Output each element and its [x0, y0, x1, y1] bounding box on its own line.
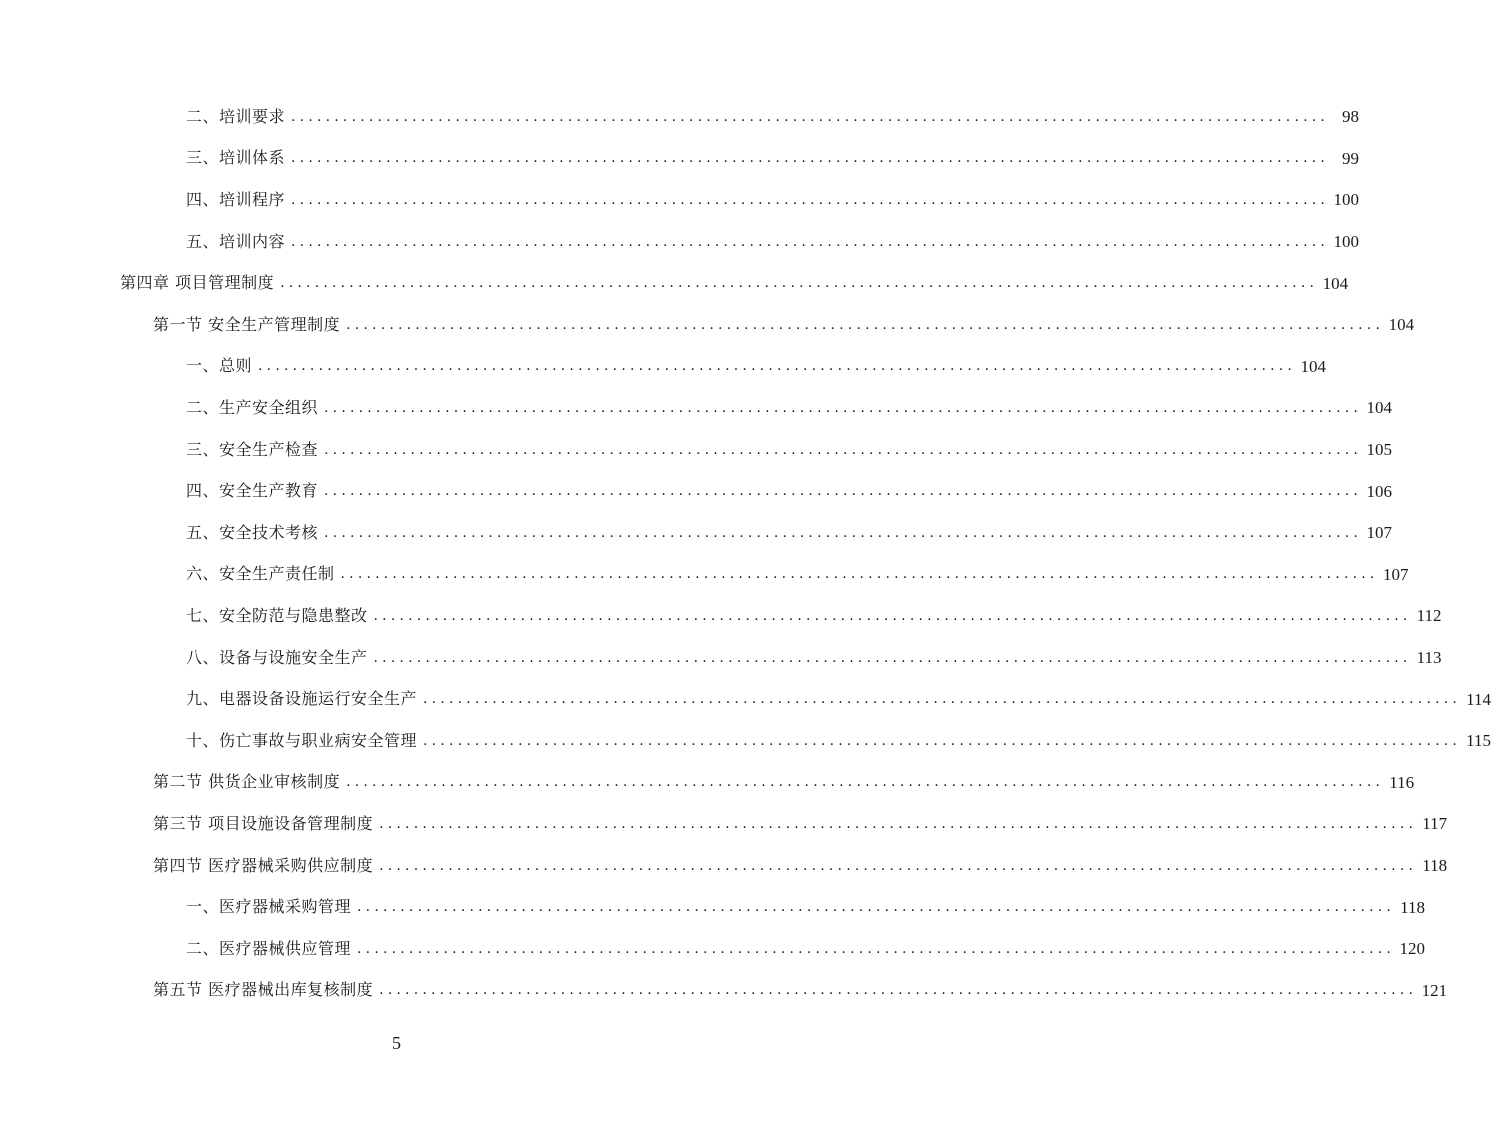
toc-entry-title: 四、培训程序	[186, 189, 286, 209]
toc-dot-leader: ........................................................................................................................	[291, 191, 1330, 208]
toc-entry-page: 118	[1422, 856, 1448, 876]
toc-entry-page: 98	[1342, 107, 1360, 127]
toc-entry[interactable]	[153, 803, 1448, 845]
toc-dot-leader: ........................................................................................................................	[379, 982, 1418, 999]
toc-entry-title: 三、安全生产检查	[186, 439, 319, 459]
toc-entry-page: 104	[1300, 356, 1327, 376]
toc-entry-page: 100	[1333, 232, 1360, 252]
toc-dot-leader: ........................................................................................................................	[324, 524, 1363, 541]
toc-entry[interactable]	[186, 138, 1360, 180]
toc-entry-title: 五、安全技术考核	[186, 522, 319, 542]
toc-dot-leader: ........................................................................................................................	[357, 940, 1396, 957]
toc-entry-title: 第三节 项目设施设备管理制度	[153, 813, 374, 833]
toc-entry[interactable]	[120, 262, 1349, 304]
toc-entry-title: 十、伤亡事故与职业病安全管理	[186, 730, 418, 750]
toc-entry-title: 第四节 医疗器械采购供应制度	[153, 855, 374, 875]
toc-dot-leader: ........................................................................................................................	[357, 899, 1396, 916]
toc-dot-leader: ........................................................................................................................	[373, 649, 1412, 666]
toc-entry[interactable]	[153, 970, 1448, 1012]
toc-dot-leader: ........................................................................................................................	[291, 108, 1330, 125]
toc-entry-title: 第五节 医疗器械出库复核制度	[153, 980, 374, 1000]
toc-entry-title: 五、培训内容	[186, 231, 286, 251]
toc-entry[interactable]	[186, 512, 1393, 554]
toc-entry-page: 115	[1466, 731, 1491, 751]
toc-entry[interactable]	[186, 221, 1360, 263]
toc-entry[interactable]	[186, 429, 1393, 471]
toc-entry[interactable]	[186, 678, 1491, 720]
toc-dot-leader: ........................................................................................................................	[373, 607, 1412, 624]
toc-dot-leader: ........................................................................................................................	[423, 691, 1462, 708]
toc-entry[interactable]	[186, 595, 1442, 637]
toc-entry-page: 116	[1389, 772, 1415, 792]
page-number: 5	[392, 1033, 401, 1053]
toc-entry-title: 三、培训体系	[186, 148, 286, 168]
toc-dot-leader: ........................................................................................................................	[346, 774, 1385, 791]
toc-entry-title: 第二节 供货企业审核制度	[153, 772, 341, 792]
toc-entry-page: 100	[1333, 190, 1360, 210]
toc-dot-leader: ........................................................................................................................	[291, 233, 1330, 250]
toc-entry-page: 112	[1416, 606, 1442, 626]
toc-entry-title: 一、医疗器械采购管理	[186, 897, 352, 917]
toc-entry[interactable]	[186, 554, 1409, 596]
toc-dot-leader: ........................................................................................................................	[280, 275, 1319, 292]
toc-entry-title: 二、生产安全组织	[186, 397, 319, 417]
toc-dot-leader: ........................................................................................................................	[291, 150, 1330, 167]
toc-entry-title: 四、安全生产教育	[186, 481, 319, 501]
toc-entry-title: 七、安全防范与隐患整改	[186, 605, 368, 625]
toc-entry-page: 114	[1466, 689, 1491, 709]
toc-entry-title: 六、安全生产责任制	[186, 564, 335, 584]
toc-entry-page: 106	[1366, 481, 1393, 501]
toc-entry[interactable]	[186, 470, 1393, 512]
toc-entry-page: 99	[1342, 148, 1360, 168]
toc-entry[interactable]	[153, 845, 1448, 887]
toc-dot-leader: ........................................................................................................................	[346, 316, 1385, 333]
toc-entry-title: 九、电器设备设施运行安全生产	[186, 689, 418, 709]
toc-entry-page: 107	[1366, 523, 1393, 543]
toc-entry[interactable]	[186, 96, 1360, 138]
toc-entry[interactable]	[153, 304, 1415, 346]
toc-entry-title: 一、总则	[186, 356, 253, 376]
toc-entry-page: 118	[1400, 897, 1426, 917]
toc-dot-leader: ........................................................................................................................	[324, 483, 1363, 500]
toc-entry[interactable]	[186, 886, 1426, 928]
toc-entry-page: 107	[1383, 564, 1409, 584]
toc-entry-title: 二、医疗器械供应管理	[186, 938, 352, 958]
toc-entry[interactable]	[153, 762, 1415, 804]
toc-entry-title: 二、培训要求	[186, 106, 286, 126]
toc-entry[interactable]	[186, 179, 1360, 221]
toc-entry-title: 八、设备与设施安全生产	[186, 647, 368, 667]
toc-entry-page: 117	[1422, 814, 1448, 834]
toc-dot-leader: ........................................................................................................................	[379, 815, 1418, 832]
toc-entry-page: 113	[1416, 648, 1442, 668]
toc-entry-page: 105	[1366, 440, 1393, 460]
toc-dot-leader: ........................................................................................................................	[340, 566, 1379, 583]
toc-entry-title: 第一节 安全生产管理制度	[153, 314, 341, 334]
toc-entry-title: 第四章 项目管理制度	[120, 273, 275, 293]
toc-entry-page: 104	[1366, 398, 1393, 418]
toc-dot-leader: ........................................................................................................................	[324, 441, 1363, 458]
toc-dot-leader: ........................................................................................................................	[258, 358, 1297, 375]
toc-entry[interactable]	[186, 928, 1426, 970]
toc-entry-page: 120	[1399, 939, 1426, 959]
toc-entry-page: 121	[1421, 980, 1448, 1000]
toc-entry[interactable]	[186, 720, 1491, 762]
toc-entry-page: 104	[1322, 273, 1349, 293]
toc-dot-leader: ........................................................................................................................	[379, 857, 1418, 874]
toc-dot-leader: ........................................................................................................................	[423, 732, 1462, 749]
toc-dot-leader: ........................................................................................................................	[324, 399, 1363, 416]
toc-entry[interactable]	[186, 637, 1442, 679]
toc-entry[interactable]	[186, 387, 1393, 429]
toc-entry-page: 104	[1388, 315, 1415, 335]
toc-entry[interactable]	[186, 346, 1327, 388]
